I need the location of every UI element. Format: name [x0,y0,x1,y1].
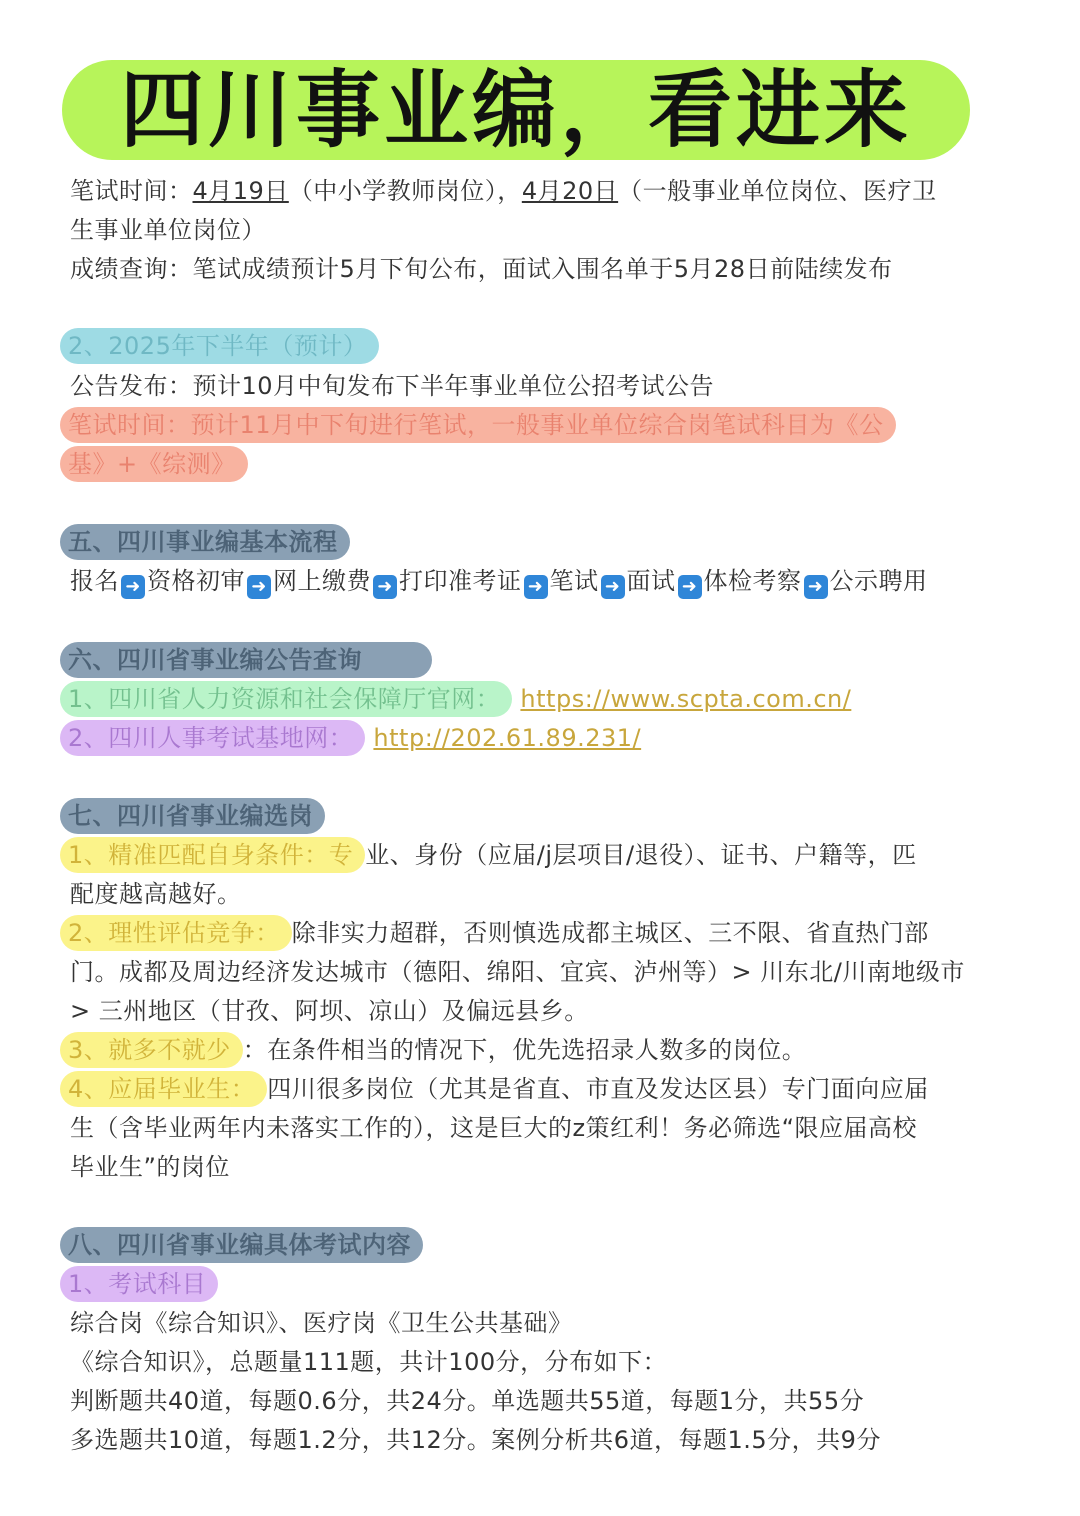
subjects-line [70,445,248,484]
point-1-line-2: 配度越高越好。 [70,880,242,908]
exam-time-line [70,172,937,211]
score-query-line: 成绩查询：笔试成绩预计5月下旬公布，面试入围名单于5月28日前陆续发布 [70,255,893,283]
subjects-sub-line [70,1265,218,1304]
process-step: 报名 [70,567,119,595]
point-4-tag: 4、应届毕业生： [60,1071,267,1107]
right-arrow-icon: ➜ [247,575,271,599]
point-4-line [70,1070,929,1109]
exam-date-1: 4月19日 [192,177,289,205]
point-1-text: 业、身份（应届/j层项目/退役）、证书、户籍等，匹 [365,841,917,869]
section-7-heading-line [70,797,325,836]
announce-line: 公告发布：预计10月中旬发布下半年事业单位公招考试公告 [70,372,715,400]
h2-2025-tag: 2、2025年下半年（预计） [60,328,379,364]
right-arrow-icon: ➜ [804,575,828,599]
point-4-line-3: 毕业生”的岗位 [70,1153,230,1181]
process-step: 体检考察 [703,567,802,595]
exam-time-text: （中小学教师岗位）， [288,177,522,205]
process-step: 网上缴费 [273,567,371,595]
page-title: 四川事业编，看进来 [119,61,912,159]
point-3-line [70,1031,806,1070]
written-time-highlight: 笔试时间：预计11月中下旬进行笔试，一般事业单位综合岗笔试科目为《公 [60,407,896,443]
h2-2025-line [70,327,379,366]
exam-site-link[interactable]: http://202.61.89.231/ [373,724,642,752]
point-2-line-2: 门。成都及周边经济发达城市（德阳、绵阳、宜宾、泸州等）> 川东北/川南地级市 [70,958,965,986]
process-step: 面试 [626,567,676,595]
subjects-sub-heading: 1、考试科目 [60,1266,218,1302]
point-3-text: ：在条件相当的情况下，优先选招录人数多的岗位。 [242,1036,807,1064]
process-flow [70,562,928,601]
point-1-line [70,836,917,875]
exam-time-line-2: 生事业单位岗位） [70,216,266,244]
title-banner [62,60,970,160]
written-time-line [70,406,896,445]
process-step: 公示聘用 [829,567,928,595]
section-8-heading-line [70,1226,423,1265]
right-arrow-icon: ➜ [524,575,548,599]
multi-case-line: 多选题共10道，每题1.2分，共12分。案例分析共6道，每题1.5分，共9分 [70,1426,881,1454]
right-arrow-icon: ➜ [678,575,702,599]
point-2-tag: 2、理性评估竞争： [60,915,292,951]
subjects-highlight: 基》+《综测》 [60,446,248,482]
point-4-text: 四川很多岗位（尤其是省直、市直及发达区县）专门面向应届 [267,1075,929,1103]
point-2-line-3: > 三州地区（甘孜、阿坝、凉山）及偏远县乡。 [70,997,589,1025]
section-8-heading: 八、四川省事业编具体考试内容 [60,1227,423,1263]
hr-site-label: 1、四川省人力资源和社会保障厅官网： [60,681,512,717]
section-7-heading: 七、四川省事业编选岗 [60,798,325,834]
judgement-single-line: 判断题共40道，每题0.6分，共24分。单选题共55道，每题1分，共55分 [70,1387,865,1415]
section-6-heading: 六、四川省事业编公告查询 [60,642,432,678]
knowledge-total-line: 《综合知识》，总题量111题，共计100分，分布如下： [70,1348,668,1376]
exam-time-label: 笔试时间： [70,177,193,205]
hr-site-line [70,680,851,719]
hr-site-link[interactable]: https://www.scpta.com.cn/ [520,685,852,713]
process-step: 笔试 [549,567,599,595]
section-6-heading-line [70,641,432,680]
exam-site-label: 2、四川人事考试基地网： [60,720,365,756]
point-3-tag: 3、就多不就少 [60,1032,243,1068]
section-5-heading-line [70,523,350,562]
right-arrow-icon: ➜ [121,575,145,599]
point-2-line [70,914,929,953]
point-1-tag: 1、精准匹配自身条件：专 [60,837,365,873]
exam-site-line [70,719,641,758]
process-step: 打印准考证 [399,567,522,595]
right-arrow-icon: ➜ [601,575,625,599]
point-4-line-2: 生（含毕业两年内未落实工作的），这是巨大的z策红利！务必筛选“限应届高校 [70,1114,918,1142]
subjects-detail-line: 综合岗《综合知识》、医疗岗《卫生公共基础》 [70,1309,573,1337]
exam-time-text-2: （一般事业单位岗位、医疗卫 [618,177,937,205]
point-2-text: 除非实力超群，否则慎选成都主城区、三不限、省直热门部 [291,919,929,947]
exam-date-2: 4月20日 [521,177,619,205]
section-5-heading: 五、四川事业编基本流程 [60,524,350,560]
right-arrow-icon: ➜ [373,575,397,599]
process-step: 资格初审 [147,567,245,595]
